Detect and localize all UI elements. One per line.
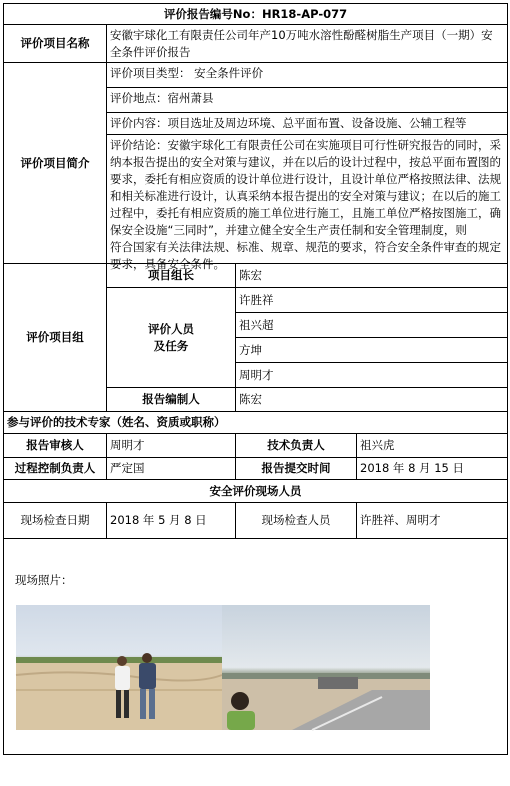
- project-location: 评价地点：宿州萧县: [107, 88, 507, 113]
- photos-label: 现场照片：: [15, 573, 73, 587]
- project-name-label: 评价项目名称: [4, 25, 107, 63]
- tech-lead-label: 技术负责人: [236, 434, 357, 458]
- inspectors-label: 现场检查人员: [236, 503, 357, 539]
- project-conclusion: [107, 135, 507, 271]
- project-type: 评价项目类型： 安全条件评价: [107, 63, 507, 88]
- site-photo-2-image: [222, 605, 430, 730]
- process-control-label: 过程控制负责人: [4, 458, 107, 480]
- site-photo-1: [16, 605, 222, 730]
- member-4: 周明才: [236, 363, 508, 388]
- site-photo-2: [222, 605, 430, 730]
- member-3: 方坤: [236, 338, 508, 363]
- editor-label: 报告编制人: [107, 388, 236, 412]
- submit-time-label: 报告提交时间: [236, 458, 357, 480]
- members-label: [107, 288, 236, 388]
- inspectors: 许胜祥、周明才: [357, 503, 508, 539]
- inspection-date-label: 现场检查日期: [4, 503, 107, 539]
- reviewer-label: 报告审核人: [4, 434, 107, 458]
- report-number-label: 评价报告编号No：: [163, 6, 262, 21]
- project-name: 安徽宇球化工有限责任公司年产10万吨水溶性酚醛树脂生产项目（一期）安全条件评价报告: [107, 25, 508, 63]
- site-photo-1-image: [16, 605, 222, 730]
- reviewer-name: 周明才: [107, 434, 236, 458]
- onsite-header: 安全评价现场人员: [4, 480, 508, 503]
- process-control-name: 严定国: [107, 458, 236, 480]
- site-photos: [16, 605, 430, 730]
- project-content: 评价内容：项目选址及周边环境、总平面布置、设备设施、公辅工程等: [107, 113, 507, 135]
- members-label-line-2: 及任务: [153, 338, 189, 353]
- editor-name: 陈宏: [236, 388, 508, 412]
- conclusion-text-1: 评价结论：安徽宇球化工有限责任公司在实施项目可行性研究报告的同时，采纳本报告提出的安全对策与建议，并在以后的设计过程中，按总平面布置图的要求，委托有相应资质的设计单位进行设计，且设计单位严格按照法律、法规和相关标准进行设计，认真采纳本报告提出的安全对策与建议；在以后的施工过程中，委托有相应资质的施工单位进行施工，且施工单位严格按图施工，确保安全设施“三同时”，并建立健全安全生产责任制和安全管理制度，则: [110, 138, 501, 237]
- leader-name: 陈宏: [236, 264, 508, 288]
- report-number: HR18-AP-077: [261, 6, 348, 21]
- report-number-row: [4, 4, 508, 25]
- experts-label: 参与评价的技术专家（姓名、资质或职称）: [4, 412, 508, 434]
- tech-lead-name: 祖兴虎: [357, 434, 508, 458]
- member-1: 许胜祥: [236, 288, 508, 313]
- project-intro-label: 评价项目简介: [4, 63, 107, 264]
- submit-time: 2018 年 8 月 15 日: [357, 458, 508, 480]
- members-label-line-1: 评价人员: [148, 321, 194, 336]
- project-intro-cell: [107, 63, 508, 271]
- inspection-date: 2018 年 5 月 8 日: [107, 503, 236, 539]
- conclusion-text-2: 符合国家有关法律法规、标准、规章、规范的要求，符合安全条件审查的规定要求，具备安全条件。: [110, 240, 501, 271]
- member-2: 祖兴超: [236, 313, 508, 338]
- leader-label: 项目组长: [107, 264, 236, 288]
- team-label: 评价项目组: [4, 264, 107, 412]
